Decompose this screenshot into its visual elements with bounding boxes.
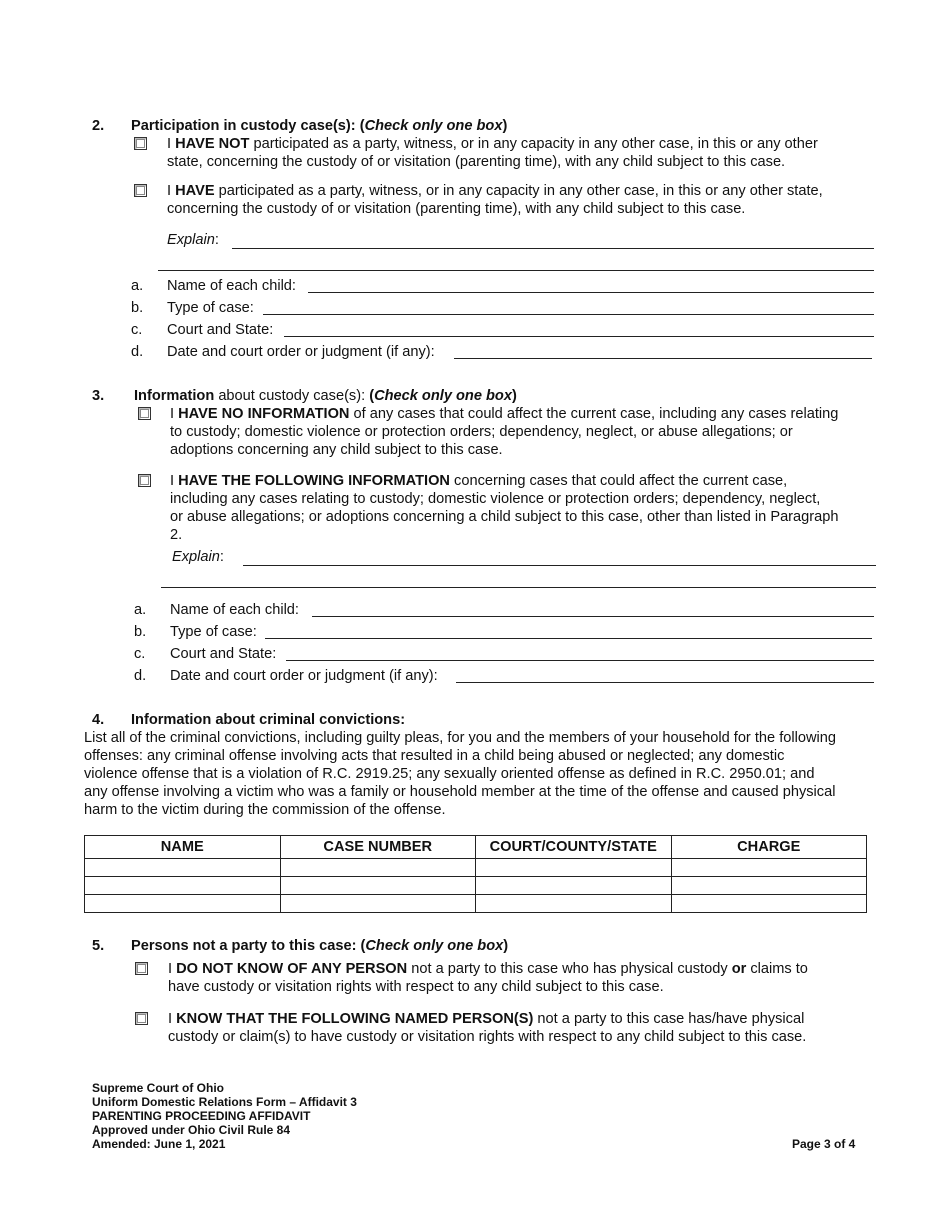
item-b-label: Type of case:: [170, 624, 257, 640]
have-information-text-line2: including any cases relating to custody; domestic violence or protection orders; dependency, neglect,: [170, 491, 821, 507]
table-cell[interactable]: [671, 877, 867, 895]
convictions-paragraph-line4: any offense involving a victim who was a family or household member at the time of the offense and caused physical: [84, 784, 836, 800]
convictions-paragraph-line1: List all of the criminal convictions, including guilty pleas, for you and the members of your household for the following: [84, 730, 836, 746]
item-c-letter: c.: [134, 646, 146, 662]
page-number: Page 3 of 4: [792, 1137, 856, 1151]
have-information-text-line3: or abuse allegations; or adoptions concerning a child subject to this case, other than listed in Paragraph: [170, 509, 839, 525]
table-cell[interactable]: [280, 877, 476, 895]
table-cell[interactable]: [671, 895, 867, 913]
footer-amended-date: Amended: June 1, 2021: [92, 1137, 226, 1151]
explain-label: Explain:: [167, 232, 219, 248]
section-3-number: 3: [92, 388, 101, 404]
court-order-field[interactable]: [454, 358, 872, 359]
item-a-label: Name of each child:: [170, 602, 299, 618]
have-information-text-line4: 2.: [170, 527, 183, 543]
know-named-persons-checkbox[interactable]: [135, 1012, 148, 1025]
court-state-field[interactable]: [286, 660, 874, 661]
table-row: [85, 877, 867, 895]
explain-input-line2[interactable]: [161, 587, 876, 588]
convictions-paragraph-line3: violence offense that is a violation of R.C. 2919.25; any sexually oriented offense as defined in R.C. 2950.01; and: [84, 766, 815, 782]
no-information-text-line1: I HAVE NO INFORMATION of any cases that could affect the current case, including any cases relating: [170, 406, 839, 422]
table-cell[interactable]: [85, 859, 281, 877]
case-type-field[interactable]: [263, 314, 874, 315]
item-b-letter: b.: [134, 624, 147, 640]
item-b-label: Type of case:: [167, 300, 254, 316]
column-header-charge: CHARGE: [671, 836, 867, 859]
item-c-label: Court and State:: [167, 322, 274, 338]
footer-court: Supreme Court of Ohio: [92, 1081, 224, 1095]
item-d-letter: d.: [131, 344, 144, 360]
explain-label: Explain:: [172, 549, 224, 565]
do-not-know-person-text-line1: I DO NOT KNOW OF ANY PERSON not a party to this case who has physical custody or claims to: [168, 961, 808, 977]
convictions-paragraph-line2: offenses: any criminal offense involving acts that resulted in a child being abused or neglected; any domestic: [84, 748, 785, 764]
form-footer: [92, 1081, 357, 1151]
child-name-field[interactable]: [308, 292, 874, 293]
table-cell[interactable]: [85, 895, 281, 913]
convictions-paragraph-line5: harm to the victim during the commission of the offense.: [84, 802, 446, 818]
have-not-participated-text-line1: I HAVE NOT participated as a party, witness, or in any capacity in any other case, in this or any other: [167, 136, 818, 152]
item-c-label: Court and State:: [170, 646, 277, 662]
explain-input-line1[interactable]: [232, 248, 874, 249]
table-cell[interactable]: [280, 859, 476, 877]
know-named-persons-text-line2: custody or claim(s) to have custody or visitation rights with respect to any child subject to this case.: [168, 1029, 807, 1045]
table-header-row: [85, 836, 867, 859]
explain-input-line1[interactable]: [243, 565, 876, 566]
have-participated-text-line1: I HAVE participated as a party, witness, or in any capacity in any other case, in this or any other state,: [167, 183, 823, 199]
section-5-heading: Persons not a party to this case: (Check only one box): [131, 938, 509, 954]
table-cell[interactable]: [280, 895, 476, 913]
section-5-number: 5.: [92, 938, 105, 954]
explain-input-line2[interactable]: [158, 270, 874, 271]
column-header-court-county-state: COURT/COUNTY/STATE: [476, 836, 672, 859]
case-type-field[interactable]: [265, 638, 872, 639]
court-order-field[interactable]: [456, 682, 874, 683]
section-4-heading: Information about criminal convictions:: [131, 712, 406, 728]
no-information-checkbox[interactable]: [138, 407, 151, 420]
item-a-letter: a.: [134, 602, 147, 618]
table-cell[interactable]: [671, 859, 867, 877]
do-not-know-person-checkbox[interactable]: [135, 962, 148, 975]
item-d-label: Date and court order or judgment (if any):: [170, 668, 438, 684]
column-header-name: NAME: [85, 836, 281, 859]
footer-approval: Approved under Ohio Civil Rule 84: [92, 1123, 291, 1137]
check-note: Check only one box: [364, 118, 503, 134]
child-name-field[interactable]: [312, 616, 874, 617]
table-cell[interactable]: [85, 877, 281, 895]
footer-affidavit-title: PARENTING PROCEEDING AFFIDAVIT: [92, 1109, 311, 1123]
item-a-letter: a.: [131, 278, 144, 294]
have-not-participated-checkbox[interactable]: [134, 137, 147, 150]
no-information-text-line2: to custody; domestic violence or protection orders; dependency, neglect, or abuse allegations; or: [170, 424, 793, 440]
footer-form-name: Uniform Domestic Relations Form – Affidavit 3: [92, 1095, 357, 1109]
table-row: [85, 895, 867, 913]
table-cell[interactable]: [476, 859, 672, 877]
section-4-number: 4: [92, 712, 101, 728]
have-information-text-line1: I HAVE THE FOLLOWING INFORMATION concerning cases that could affect the current case,: [170, 473, 788, 489]
court-state-field[interactable]: [284, 336, 874, 337]
convictions-table: [84, 835, 867, 913]
have-not-participated-text-line2: state, concerning the custody of or visitation (parenting time), with any child subject to this case.: [167, 154, 786, 170]
table-cell[interactable]: [476, 895, 672, 913]
no-information-text-line3: adoptions concerning any child subject to this case.: [170, 442, 503, 458]
section-2-heading: 2.: [92, 118, 105, 134]
item-d-label: Date and court order or judgment (if any):: [167, 344, 435, 360]
table-cell[interactable]: [476, 877, 672, 895]
table-row: [85, 859, 867, 877]
have-participated-checkbox[interactable]: [134, 184, 147, 197]
have-information-checkbox[interactable]: [138, 474, 151, 487]
section-2-title: Participation in custody case(s):: [131, 118, 356, 134]
item-b-letter: b.: [131, 300, 144, 316]
have-participated-text-line2: concerning the custody of or visitation (parenting time), with any child subject to this case.: [167, 201, 746, 217]
section-3-heading: Information about custody case(s): (Check only one box): [134, 388, 517, 404]
item-d-letter: d.: [134, 668, 147, 684]
do-not-know-person-text-line2: have custody or visitation rights with respect to any child subject to this case.: [168, 979, 664, 995]
know-named-persons-text-line1: I KNOW THAT THE FOLLOWING NAMED PERSON(S) not a party to this case has/have physical: [168, 1011, 805, 1027]
column-header-case-number: CASE NUMBER: [280, 836, 476, 859]
item-c-letter: c.: [131, 322, 143, 338]
item-a-label: Name of each child:: [167, 278, 296, 294]
